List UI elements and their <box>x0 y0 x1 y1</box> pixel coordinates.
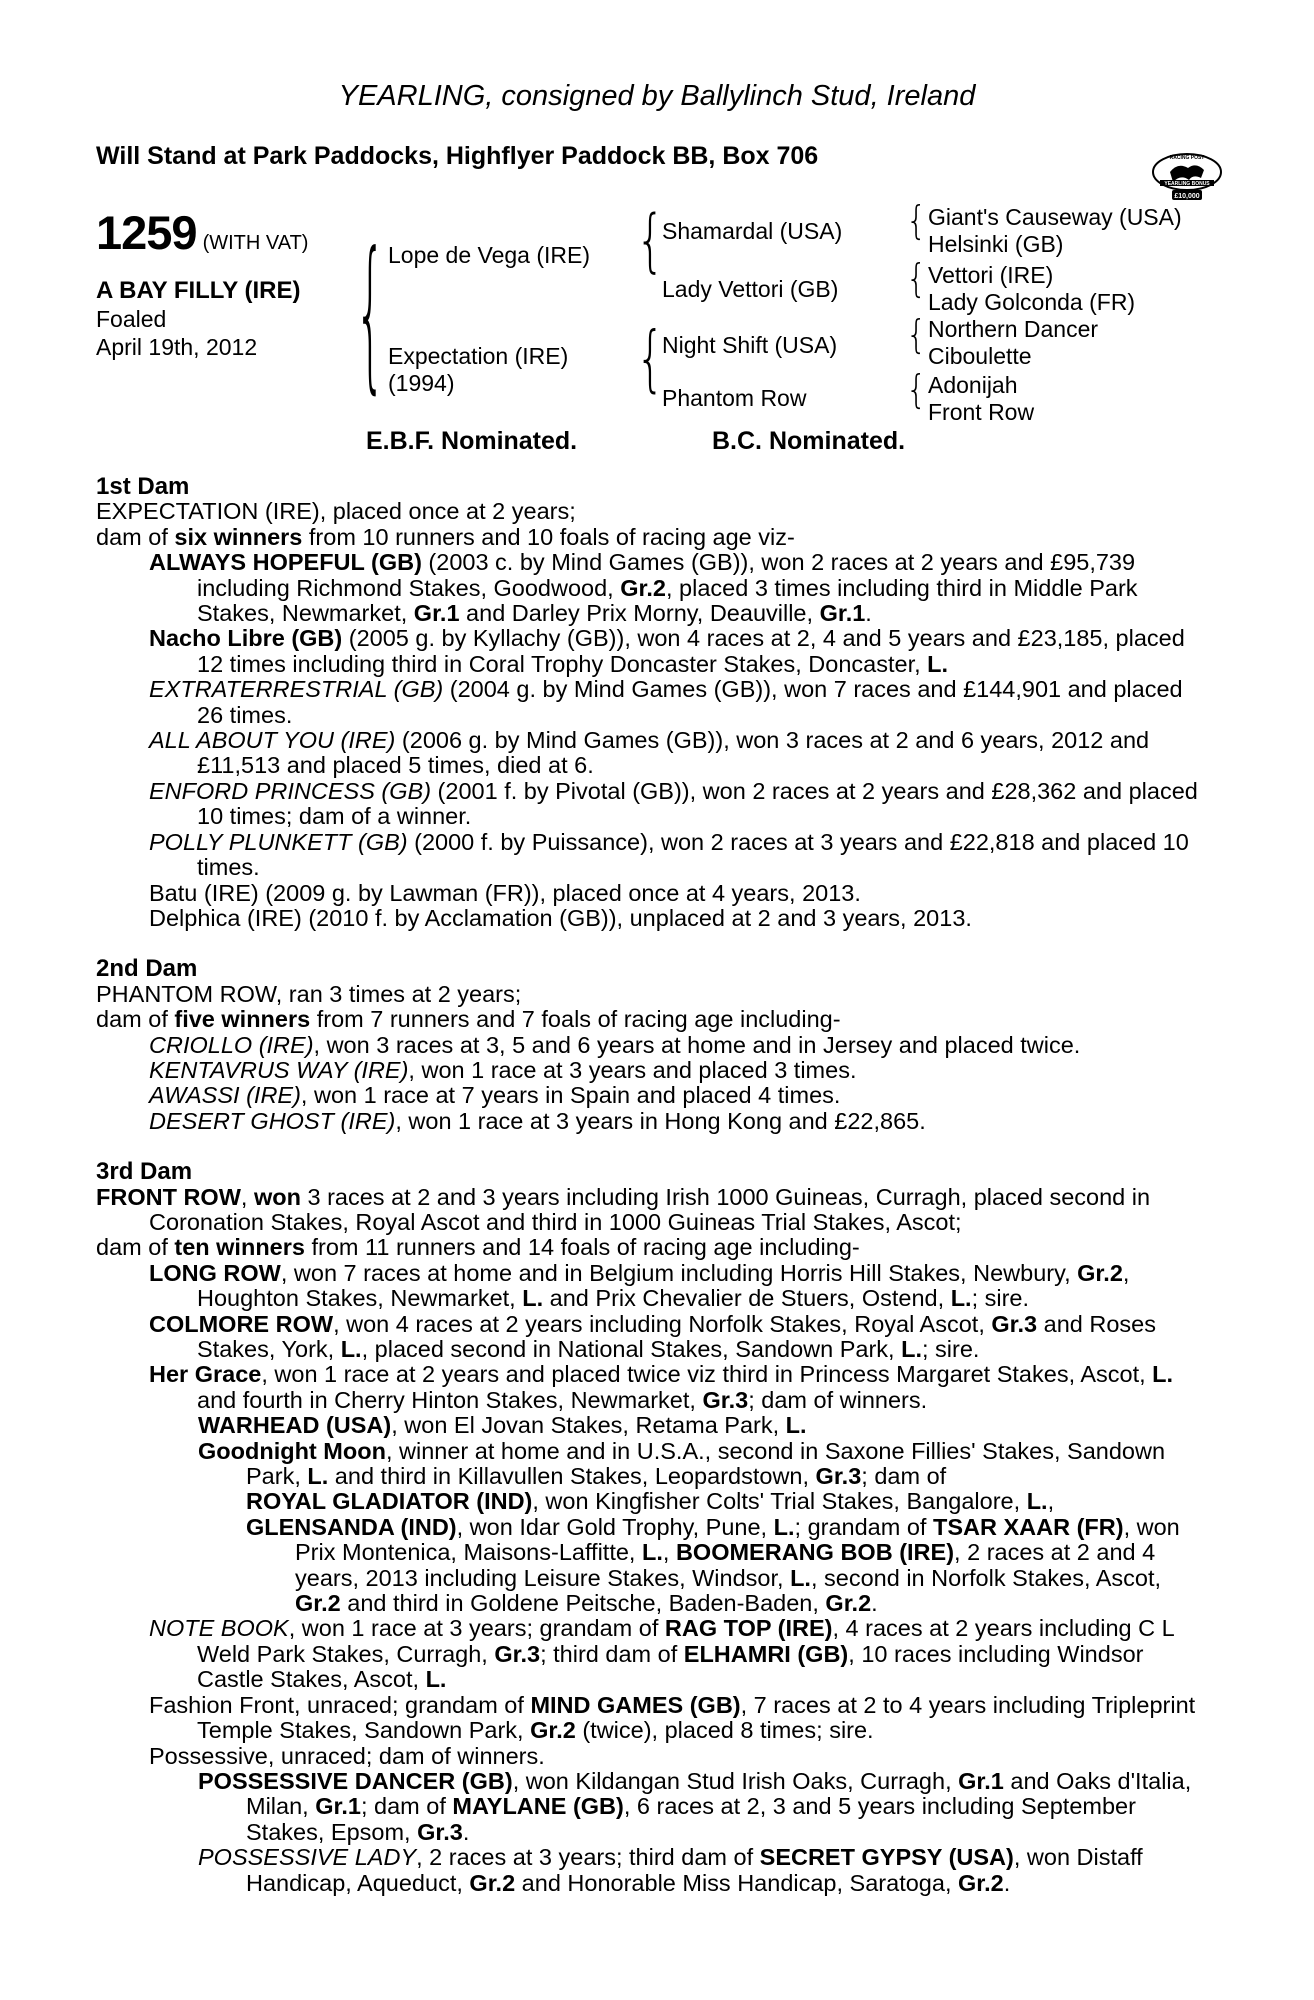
sire-dam: Lady Vettori (GB) <box>662 276 839 302</box>
list-item: Delphica (IRE) (2010 f. by Acclamation (GB)), unplaced at 2 and 3 years, 2013. <box>149 904 972 931</box>
first-dam-intro: EXPECTATION (IRE), placed once at 2 years; <box>96 498 576 525</box>
bc-nomination: B.C. Nominated. <box>712 427 906 455</box>
first-dam-heading: 1st Dam <box>96 473 190 500</box>
first-dam-dam-of: dam of six winners from 10 runners and 10 foals of racing age viz- <box>96 523 795 550</box>
vat-note: (WITH VAT) <box>202 232 309 254</box>
dam: Expectation (IRE) <box>388 343 569 369</box>
lot-number-line <box>96 205 308 260</box>
ds-sire: Northern Dancer <box>928 316 1099 342</box>
ebf-nomination: E.B.F. Nominated. <box>366 427 578 455</box>
list-item: ROYAL GLADIATOR (IND), won Kingfisher Colts' Trial Stakes, Bangalore, L., <box>246 1488 1055 1515</box>
list-item: CRIOLLO (IRE), won 3 races at 3, 5 and 6 years at home and in Jersey and placed twice. <box>149 1031 1081 1058</box>
badge-mid-text: YEARLING BONUS <box>1164 181 1210 187</box>
third-dam-dam-of: dam of ten winners from 11 runners and 14 foals of racing age including- <box>96 1234 860 1261</box>
list-item: AWASSI (IRE), won 1 race at 7 years in Spain and placed 4 times. <box>149 1082 841 1109</box>
list-item: KENTAVRUS WAY (IRE), won 1 race at 3 years and placed 3 times. <box>149 1056 857 1083</box>
list-item: DESERT GHOST (IRE), won 1 race at 3 years in Hong Kong and £22,865. <box>149 1107 926 1134</box>
list-item: Possessive, unraced; dam of winners. <box>149 1742 545 1769</box>
brace-sd: { <box>906 256 927 302</box>
lot-number: 1259 <box>96 206 197 259</box>
dam-dam: Phantom Row <box>662 385 807 411</box>
list-item: Batu (IRE) (2009 g. by Lawman (FR)), placed once at 4 years, 2013. <box>149 879 861 906</box>
second-dam-intro: PHANTOM ROW, ran 3 times at 2 years; <box>96 980 522 1007</box>
list-item: Goodnight Moon, winner at home and in U.S.A., second in Saxone Fillies' Stakes, Sandown Park, L. and third in Killavullen Stakes, Leopardstown, Gr.3; dam of <box>198 1437 1166 1490</box>
ds-dam: Ciboulette <box>928 343 1032 369</box>
list-item: Fashion Front, unraced; grandam of MIND GAMES (GB), 7 races at 2 to 4 years including Tripleprint Temple Stakes, Sandown Park, Gr.2 (twice), placed 8 times; sire. <box>149 1691 1196 1744</box>
second-dam-dam-of: dam of five winners from 7 runners and 7 foals of racing age including- <box>96 1006 841 1033</box>
list-item: COLMORE ROW, won 4 races at 2 years including Norfolk Stakes, Royal Ascot, Gr.3 and Roses Stakes, York, L., placed second in National Stakes, Sandown Park, L.; sire. <box>149 1310 1157 1362</box>
brace-dd: { <box>906 367 927 413</box>
pedigree-brace-sire: { <box>636 200 665 281</box>
horse-name: A BAY FILLY (IRE) <box>96 277 301 304</box>
foaled-date: April 19th, 2012 <box>96 334 258 360</box>
pedigree-brace-dam: { <box>636 317 665 401</box>
second-dam-heading: 2nd Dam <box>96 955 198 983</box>
list-item: ALWAYS HOPEFUL (GB) (2003 c. by Mind Games (GB)), won 2 races at 2 years and £95,739 including Richmond Stakes, Goodwood, Gr.2, placed 3 times including third in Middle Park Stakes, Newmarket, Gr.1 and Darley Prix Morny, Deauville, Gr.1. <box>149 549 1138 627</box>
third-dam-intro: FRONT ROW, won 3 races at 2 and 3 years including Irish 1000 Guineas, Curragh, placed second in Coronation Stakes, Royal Ascot and third in 1000 Guineas Trial Stakes, Ascot; <box>96 1183 1151 1235</box>
consignment-line: YEARLING, consigned by Ballylinch Stud, Ireland <box>338 80 976 112</box>
ss-sire: Giant's Causeway (USA) <box>928 204 1182 230</box>
dd-sire: Adonijah <box>928 372 1018 398</box>
pedigree-brace-main: { <box>355 218 386 411</box>
foaled-label: Foaled <box>96 306 167 332</box>
list-item: LONG ROW, won 7 races at home and in Belgium including Horris Hill Stakes, Newbury, Gr.2, Houghton Stakes, Newmarket, L. and Prix Chevalier de Stuers, Ostend, L.; sire. <box>149 1259 1130 1312</box>
list-item: ALL ABOUT YOU (IRE) (2006 g. by Mind Games (GB)), won 3 races at 2 and 6 years, 2012 and £11,513 and placed 5 times, died at 6. <box>149 727 1150 779</box>
sire: Lope de Vega (IRE) <box>388 242 591 268</box>
list-item: GLENSANDA (IND), won Idar Gold Trophy, Pune, L.; grandam of TSAR XAAR (FR), won Prix Montenica, Maisons-Laffitte, L., BOOMERANG BOB (IRE), 2 races at 2 and 4 years, 2013 including Leisure Stakes, Windsor, L., second in Norfolk Stakes, Ascot, Gr.2 and third in Goldene Peitsche, Baden-Baden, Gr.2. <box>246 1513 1180 1617</box>
list-item: NOTE BOOK, won 1 race at 3 years; grandam of RAG TOP (IRE), 4 races at 2 years including C L Weld Park Stakes, Curragh, Gr.3; third dam of ELHAMRI (GB), 10 races including Windsor Castle Stakes, Ascot, L. <box>149 1615 1174 1693</box>
badge-amount: £10,000 <box>1174 193 1200 200</box>
list-item: EXTRATERRESTRIAL (GB) (2004 g. by Mind Games (GB)), won 7 races and £144,901 and placed 26 times. <box>149 676 1183 728</box>
sd-dam: Lady Golconda (FR) <box>928 289 1136 315</box>
third-dam-heading: 3rd Dam <box>96 1158 193 1186</box>
brace-ds: { <box>906 312 927 358</box>
stand-location: Will Stand at Park Paddocks, Highflyer Paddock BB, Box 706 <box>96 142 819 170</box>
list-item: Her Grace, won 1 race at 2 years and placed twice viz third in Princess Margaret Stakes, Ascot, L. and fourth in Cherry Hinton Stakes, Newmarket, Gr.3; dam of winners. <box>149 1361 1174 1413</box>
dd-dam: Front Row <box>928 399 1035 425</box>
sd-sire: Vettori (IRE) <box>928 262 1054 288</box>
list-item: POSSESSIVE LADY, 2 races at 3 years; third dam of SECRET GYPSY (USA), won Distaff Handicap, Aqueduct, Gr.2 and Honorable Miss Handicap, Saratoga, Gr.2. <box>198 1844 1143 1896</box>
sire-sire: Shamardal (USA) <box>662 218 843 244</box>
ss-dam: Helsinki (GB) <box>928 231 1064 257</box>
yearling-bonus-badge <box>1150 148 1224 202</box>
list-item: POSSESSIVE DANCER (GB), won Kildangan Stud Irish Oaks, Curragh, Gr.1 and Oaks d'Italia, Milan, Gr.1; dam of MAYLANE (GB), 6 races at 2, 3 and 5 years including September Stakes, Epsom, Gr.3. <box>198 1767 1192 1845</box>
list-item: ENFORD PRINCESS (GB) (2001 f. by Pivotal (GB)), won 2 races at 2 years and £28,362 and placed 10 times; dam of a winner. <box>149 777 1198 830</box>
list-item: POLLY PLUNKETT (GB) (2000 f. by Puissance), won 2 races at 3 years and £22,818 and placed 10 times. <box>149 828 1189 881</box>
list-item: Nacho Libre (GB) (2005 g. by Kyllachy (GB)), won 4 races at 2, 4 and 5 years and £23,185, placed 12 times including third in Coral Trophy Doncaster Stakes, Doncaster, L. <box>149 625 1185 677</box>
badge-top-text: RACING POST <box>1169 155 1205 161</box>
list-item: WARHEAD (USA), won El Jovan Stakes, Retama Park, L. <box>198 1412 807 1439</box>
dam-year: (1994) <box>388 370 455 396</box>
produce-record <box>96 474 1206 1896</box>
dam-sire: Night Shift (USA) <box>662 332 838 358</box>
horse-details <box>96 276 301 361</box>
brace-ss: { <box>906 198 927 244</box>
